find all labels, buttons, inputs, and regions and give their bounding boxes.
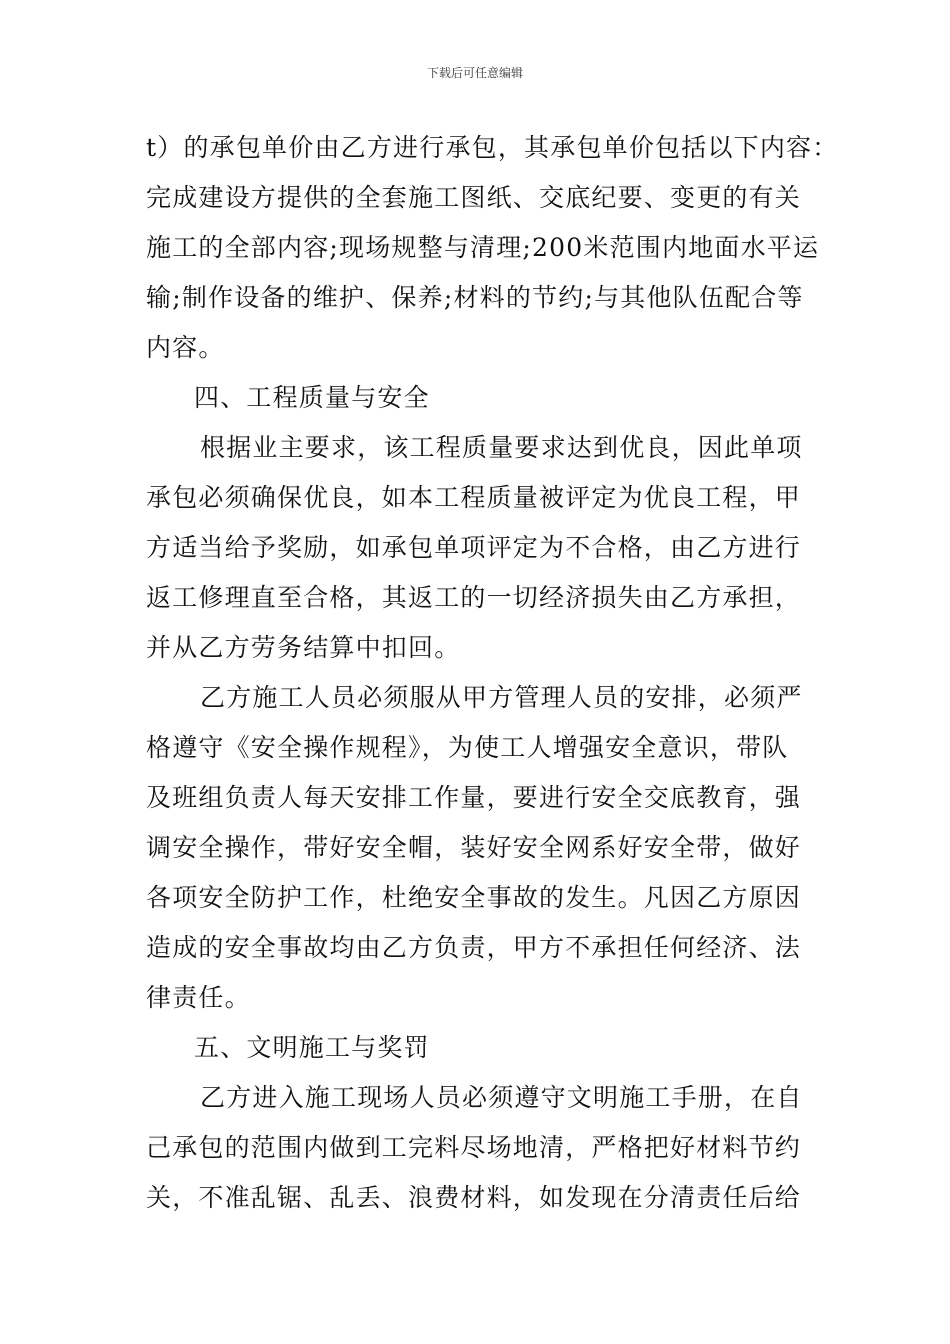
text-line: 造成的安全事故均由乙方负责，甲方不承担任何经济、法 (146, 933, 802, 962)
text-line: 承包必须确保优良，如本工程质量被评定为优良工程，甲 (146, 483, 802, 512)
text-line: 返工修理直至合格，其返工的一切经济损失由乙方承担， (146, 583, 802, 612)
text-line: 及班组负责人每天安排工作量，要进行安全交底教育，强 (146, 783, 802, 812)
text-line: 根据业主要求，该工程质量要求达到优良，因此单项 (200, 433, 803, 462)
text-line: 内容。 (146, 333, 225, 362)
text-line: 乙方进入施工现场人员必须遵守文明施工手册，在自 (200, 1083, 803, 1112)
text-line: 律责任。 (146, 983, 251, 1012)
text-line: 关，不准乱锯、乱丢、浪费材料，如发现在分清责任后给 (146, 1183, 802, 1212)
text-line: 己承包的范围内做到工完料尽场地清，严格把好材料节约 (146, 1133, 802, 1162)
text-line: 调安全操作，带好安全帽，装好安全网系好安全带，做好 (146, 833, 802, 862)
section-heading: 五、文明施工与奖罚 (194, 1033, 430, 1062)
text-line: 格遵守《安全操作规程》，为使工人增强安全意识，带队 (146, 733, 789, 762)
text-line: 各项安全防护工作，杜绝安全事故的发生。凡因乙方原因 (146, 883, 802, 912)
text-line: 施工的全部内容;现场规整与清理;200米范围内地面水平运 (146, 233, 820, 262)
text-line: 完成建设方提供的全套施工图纸、交底纪要、变更的有关 (146, 183, 802, 212)
section-heading: 四、工程质量与安全 (194, 383, 430, 412)
text-line: t）的承包单价由乙方进行承包，其承包单价包括以下内容： (146, 133, 839, 162)
text-line: 方适当给予奖励，如承包单项评定为不合格，由乙方进行 (146, 533, 802, 562)
text-line: 乙方施工人员必须服从甲方管理人员的安排，必须严 (200, 683, 803, 712)
text-line: 并从乙方劳务结算中扣回。 (146, 633, 461, 662)
document-body (146, 123, 839, 1223)
page-header: 下载后可任意编辑 (426, 66, 523, 80)
text-line: 输;制作设备的维护、保养;材料的节约;与其他队伍配合等 (146, 283, 804, 312)
